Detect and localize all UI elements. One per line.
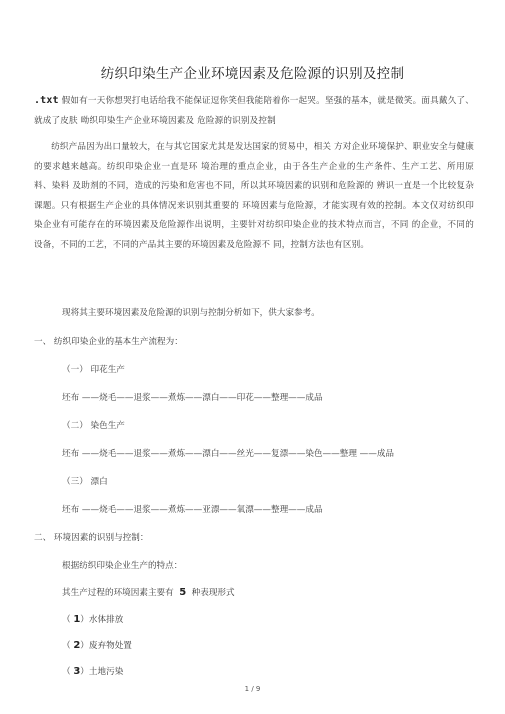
list-number-3: 3 [73, 666, 81, 677]
forms-line [62, 587, 482, 599]
list-text-2: 废弃物处置 [88, 641, 132, 651]
list-item-1: （ 1）水体排放 [62, 614, 124, 625]
page-number: 1 / 9 [244, 685, 261, 693]
forms-text: 其生产过程的环境因素主要有 [62, 588, 174, 598]
subheading-printing: （一） 印花生产 [62, 365, 125, 375]
flow-bleaching: 坯布 ——烧毛——退浆——煮炼——亚漂——氧漂——整理——成品 [62, 505, 323, 515]
intro-code: .txt [34, 95, 59, 106]
intro-paragraph [34, 91, 474, 131]
list-item-2: （ 2）废弃物处置 [62, 640, 132, 651]
flow-dyeing: 坯布 ——烧毛——退浆——煮炼——漂白——丝光——复漂——染色——整理 ——成品 [62, 449, 395, 459]
forms-count: 5 [179, 587, 187, 598]
section-heading-1: 一、 纺织印染企业的基本生产流程为： [34, 337, 183, 347]
subheading-bleaching: （三） 漂白 [62, 477, 108, 487]
list-item-3: （ 3）土地污染 [62, 666, 124, 677]
forms-suffix: 种表现形式 [191, 588, 235, 598]
body-paragraph: 纺织产品因为出口量较大，在与其它国家尤其是发达国家的贸易中，相关 方对企业环境保护、职业安全与健康的要求越来越高。纺织印染企业一直是环 境治理的重点企业，由于各生产企业的生产条件、生产工艺、所用原料、染料 及助剂的不同，造成的污染和危害也不同，所以其环境因素的识别和危险源的 辨识一直是一个比较复杂课题。只有根据生产企业的具体情况来识别其重要的 环境因素与危险源，才能实现有效的控制。本文仅对纺织印染企业有可能存在的环境因素及危险源作出说明，主要针对纺织印染企业的技术特点而言，不同 的企业，不同的设备，不同的工艺，不同的产品其主要的环境因素及危险源不 同，控制方法也有区别。 [34, 142, 474, 250]
reference-line: 现将其主要环境因素及危险源的识别与控制分析如下，供大家参考。 [62, 308, 320, 318]
list-number-1: 1 [73, 614, 81, 625]
subheading-dyeing: （二） 染色生产 [62, 421, 125, 431]
flow-printing: 坯布 ——烧毛——退浆——煮炼——漂白——印花——整理——成品 [62, 393, 323, 403]
list-text-1: 水体排放 [88, 615, 124, 625]
characteristics-line: 根据纺织印染企业生产的特点： [62, 561, 183, 571]
list-text-3: 土地污染 [88, 667, 124, 677]
section-heading-2: 二、 环境因素的识别与控制： [34, 533, 149, 543]
list-number-2: 2 [73, 640, 81, 651]
intro-text: 假如有一天你想哭打电话给我不能保证逗你笑但我能陪着你一起哭。坚强的基本，就是微笑。面具戴久了、就成了皮肤 呦织印染生产企业环境因素及 危险源的识别及控制 [34, 96, 474, 126]
document-title: 纺织印染生产企业环境因素及危险源的识别及控制 [100, 66, 405, 82]
